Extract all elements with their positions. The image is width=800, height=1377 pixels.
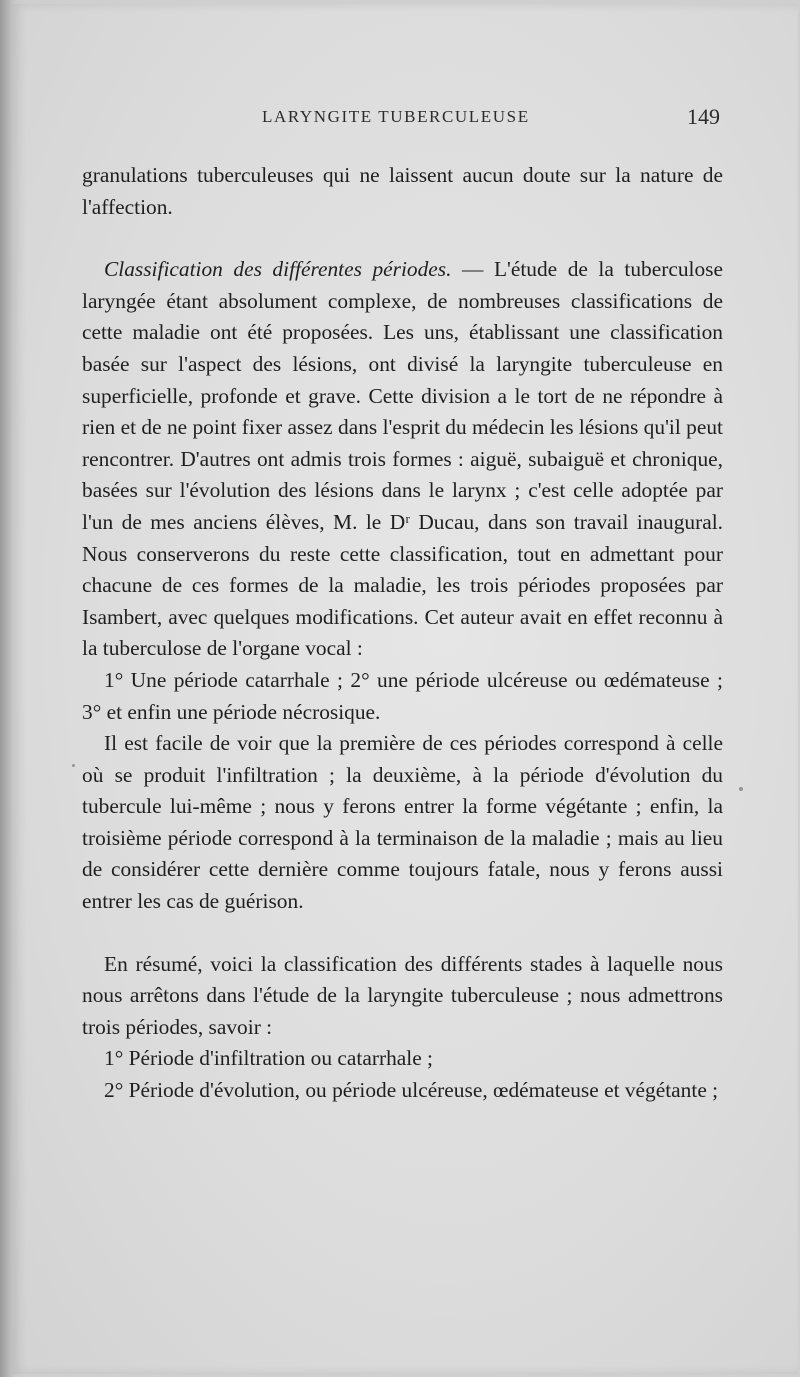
paragraph-text: — L'étude de la tuberculose laryngée étant absolument complexe, de nombreuses classifications de cette maladie ont été proposées. Les uns, établissant une classification basée sur l'aspect des lésions, ont divisé la laryngite tuberculeuse en superficielle, profonde et grave. Cette division a le tort de ne répondre à rien et de ne point fixer assez dans l'esprit du médecin les lésions qu'il peut rencontrer. D'autres ont admis trois formes : aiguë, subaiguë et chronique, basées sur l'évolution des lésions dans le larynx ; c'est celle adoptée par l'un de mes anciens élèves, M. le Dʳ Ducau, dans son travail inaugural. Nous conserverons du reste cette classification, tout en admettant pour chacune de ces formes de la maladie, les trois périodes proposées par Isambert, avec quelques modifications. Cet auteur avait en effet reconnu à la tuberculose de l'organe vocal :	[82, 257, 723, 661]
list-item: 2° Période d'évolution, ou période ulcéreuse, œdémateuse et végétante ;	[104, 1078, 719, 1103]
paragraph-summary: En résumé, voici la classification des différents stades à laquelle nous nous arrêtons dans l'étude de la laryngite tuberculeuse ; nous admettrons trois périodes, savoir :	[82, 951, 723, 1039]
section-title: Classification des différentes périodes.	[104, 257, 452, 282]
running-head	[82, 104, 722, 134]
paragraph-periods: 1° Une période catarrhale ; 2° une période ulcéreuse ou œdémateuse ; 3° et enfin une période nécrosique.	[82, 667, 723, 724]
running-title: LARYNGITE TUBERCULEUSE	[262, 107, 530, 126]
page-speck	[72, 764, 75, 767]
paragraph-correspondence: Il est facile de voir que la première de ces périodes correspond à celle où se produit l'infiltration ; la deuxième, à la période d'évolution du tubercule lui-même ; nous y ferons entrer la forme végétante ; enfin, la troisième période correspond à la terminaison de la maladie ; mais au lieu de considérer cette dernière comme toujours fatale, nous y ferons aussi entrer les cas de guérison.	[82, 731, 723, 914]
page-number: 149	[687, 104, 720, 129]
page-speck	[739, 787, 743, 791]
paragraph-classification	[82, 254, 723, 665]
list-item: 1° Période d'infiltration ou catarrhale ;	[104, 1046, 433, 1071]
page-body	[82, 160, 723, 1107]
paragraph-continuation: granulations tuberculeuses qui ne laissent aucun doute sur la nature de l'affection.	[82, 163, 723, 219]
